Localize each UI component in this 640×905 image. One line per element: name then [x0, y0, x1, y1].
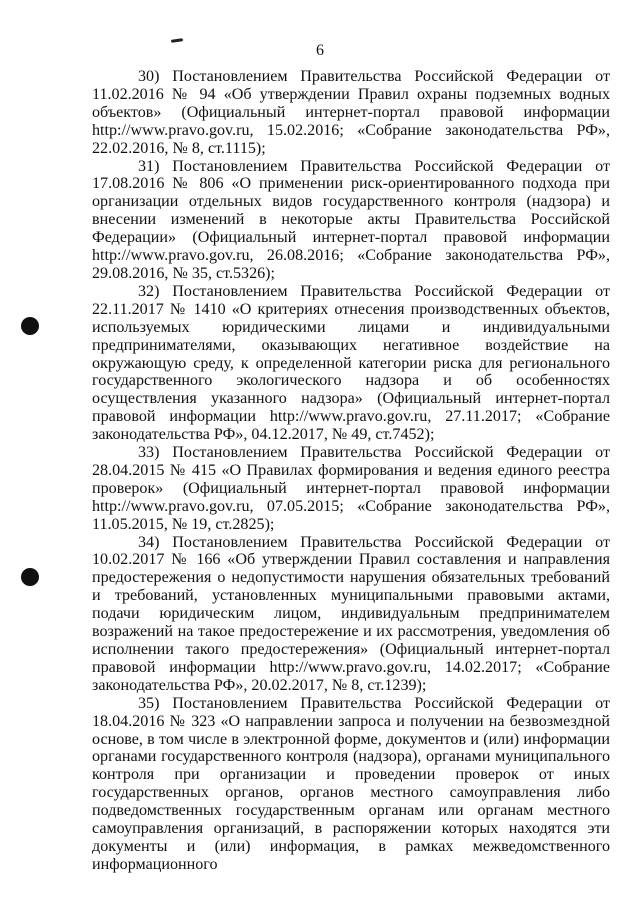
list-item-31: 31) Постановлением Правительства Российской Федерации от 17.08.2016 № 806 «О применении риск-ориентированного подхода при организации отдельных видов государственного контроля (надзора) и внесении изменений в некоторые акты Правительства Российской Федерации» (Официальный интернет-портал правовой информации http://www.pravo.gov.ru, 26.08.2016; «Собрание законодательства РФ», 29.08.2016, № 35, ст.5326); [92, 157, 610, 282]
list-item-33: 33) Постановлением Правительства Российской Федерации от 28.04.2015 № 415 «О Правилах формирования и ведения единого реестра проверок» (Официальный интернет-портал правовой информации http://www.pravo.gov.ru, 07.05.2015; «Собрание законодательства РФ», 11.05.2015, № 19, ст.2825); [92, 444, 610, 533]
list-item-34: 34) Постановлением Правительства Российской Федерации от 10.02.2017 № 166 «Об утверждении Правил составления и направления предостережения о недопустимости нарушения обязательных требований и требований, установленных муниципальными правовыми актами, подачи юридическим лицом, индивидуальным предпринимателем возражений на такое предостережение и их рассмотрения, уведомления об исполнении такого предостережения» (Официальный интернет-портал правовой информации http://www.pravo.gov.ru, 14.02.2017; «Собрание законодательства РФ», 20.02.2017, № 8, ст.1239); [92, 533, 610, 694]
punch-hole-mark [21, 568, 39, 586]
document-body [92, 68, 610, 874]
page-number: 6 [316, 42, 324, 59]
list-item-35: 35) Постановлением Правительства Российской Федерации от 18.04.2016 № 323 «О направлении запроса и получении на безвозмездной основе, в том числе в электронной форме, документов и (или) информации органами государственного контроля (надзора), органами муниципального контроля при организации и проведении проверок от иных государственных органов, органов местного самоуправления либо подведомственных государственным органам или органам местного самоуправления организаций, в распоряжении которых находятся эти документы и (или) информация, в рамках межведомственного информационного [92, 694, 610, 873]
punch-hole-mark [21, 317, 39, 335]
list-item-30: 30) Постановлением Правительства Российской Федерации от 11.02.2016 № 94 «Об утверждении Правил охраны подземных водных объектов» (Официальный интернет-портал правовой информации http://www.pravo.gov.ru, 15.02.2016; «Собрание законодательства РФ», 22.02.2016, № 8, ст.1115); [92, 68, 610, 157]
list-item-32: 32) Постановлением Правительства Российской Федерации от 22.11.2017 № 1410 «О критериях отнесения производственных объектов, используемых юридическими лицами и индивидуальными предпринимателями, оказывающих негативное воздействие на окружающую среду, к определенной категории риска для регионального государственного экологического надзора и об особенностях осуществления указанного надзора» (Официальный интернет-портал правовой информации http://www.pravo.gov.ru, 27.11.2017; «Собрание законодательства РФ», 04.12.2017, № 49, ст.7452); [92, 282, 610, 444]
